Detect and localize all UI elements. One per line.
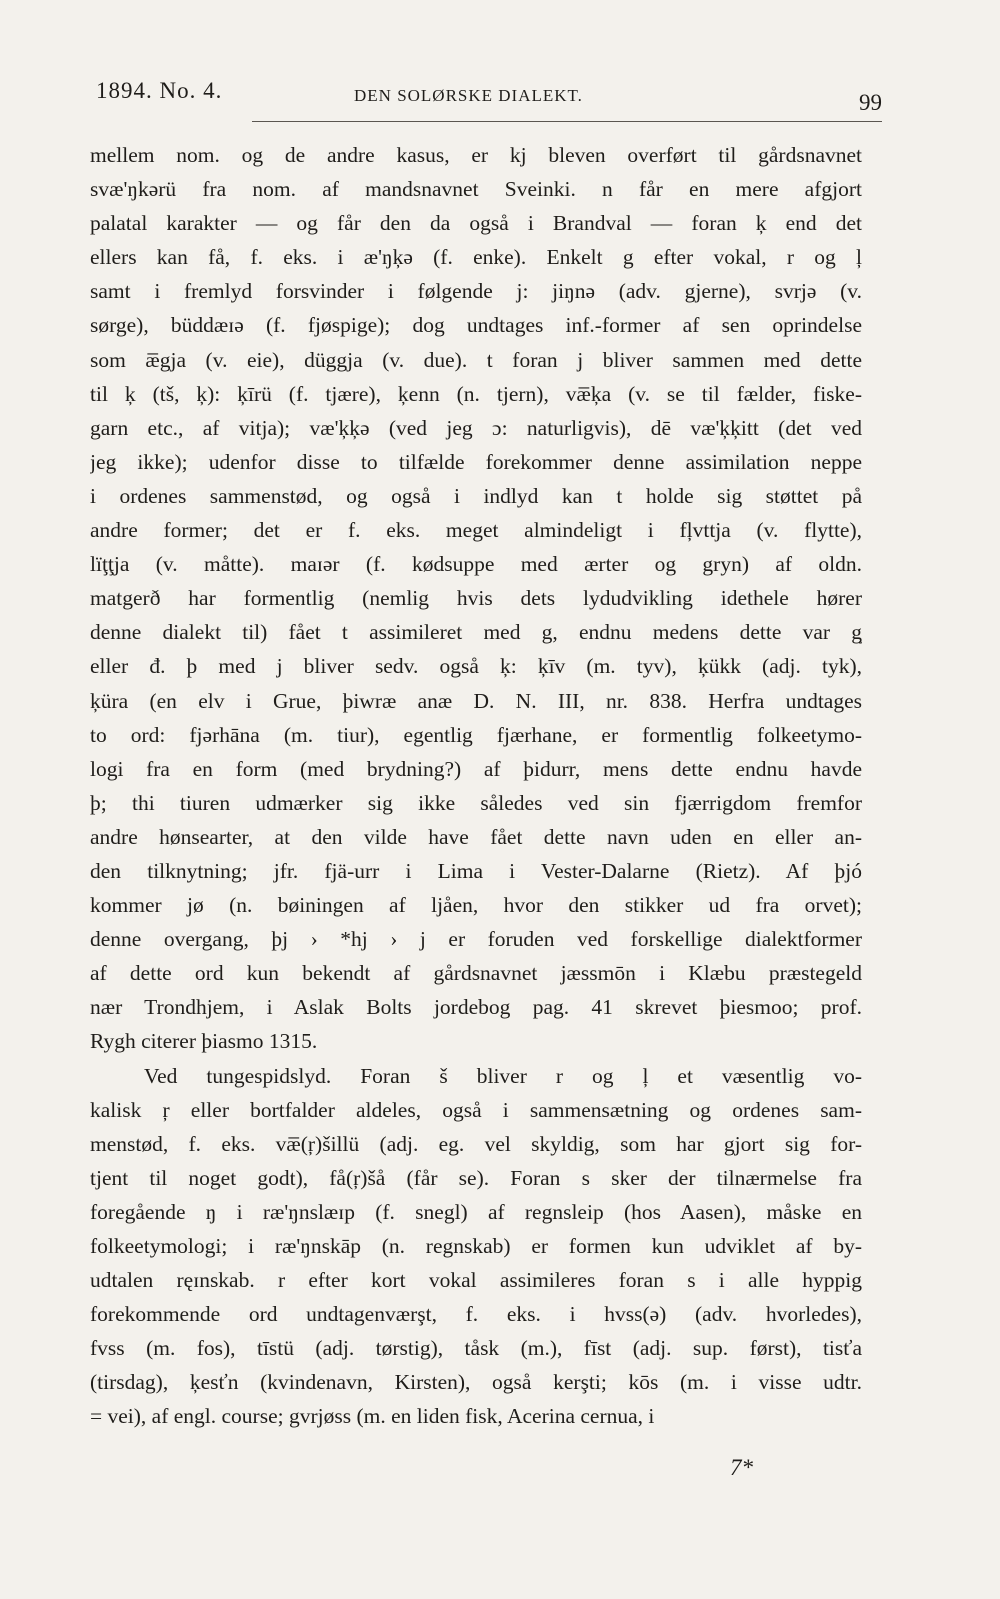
text-line: tjent til noget godt), få(ŗ)šå (får se). Foran s sker der tilnærmelse fra — [90, 1165, 862, 1190]
text-line: kommer jø (n. bøiningen af ljåen, hvor den stikker ud fra orvet); — [90, 893, 862, 918]
text-line: ellers kan få, f. eks. i æ'ŋķə (f. enke). Enkelt g efter vokal, r og ļ — [90, 245, 862, 270]
running-header — [96, 72, 882, 115]
text-line: denne overgang, þj › *hj › j er foruden ved forskellige dialektformer — [90, 927, 862, 952]
text-line: samt i fremlyd forsvinder i følgende j: jiŋnə (adv. gjerne), svrjə (v. — [90, 279, 862, 304]
text-line: udtalen ręɪnskab. r efter kort vokal assimileres foran s i alle hyppig — [90, 1268, 862, 1293]
text-line: denne dialekt til) fået t assimileret med g, endnu medens dette var g̡ — [90, 620, 862, 645]
text-line: kalisk ŗ eller bortfalder aldeles, også i sammensætning og ordenes sam- — [90, 1097, 862, 1122]
signature-mark: 7* — [730, 1455, 753, 1480]
text-line: andre former; det er f. eks. meget almindeligt i fļvttja (v. flytte), — [90, 518, 862, 543]
text-line: menstød, f. eks. væ̅(ŗ)šillü (adj. eg. vel skyldig, som har gjort sig for- — [90, 1131, 862, 1156]
text-line: folkeetymologi; i ræ'ŋnskāp (n. regnskab) er formen kun udviklet af by- — [90, 1234, 862, 1258]
header-rule — [252, 121, 882, 122]
page-number: 99 — [859, 90, 882, 115]
text-line: i ordenes sammenstød, og også i indlyd kan t holde sig støttet på — [90, 483, 862, 508]
text-line: palatal karakter — og får den da også i Brandval — foran ķ end det — [90, 211, 862, 236]
text-line: matgerð har formentlig (nemlig hvis dets lydudvikling idethele hører — [90, 586, 862, 611]
text-line: lïţţja (v. måtte). maɪər (f. kødsuppe med ærter og gryn) af oldn. — [90, 552, 862, 577]
text-line: fvss (m. fos), tīstü (adj. tørstig), tåsk (m.), fīst (adj. sup. først), tisťa — [90, 1336, 862, 1361]
text-line: forekommende ord undtagenværşt, f. eks. i hvss(ə) (adv. hvorledes), — [90, 1302, 862, 1327]
text-line: mellem nom. og de andre kasus, er kj bleven overført til gårdsnavnet — [90, 143, 862, 167]
text-line: Ved tungespidslyd. Foran š bliver r og ļ et væsentlig vo- — [144, 1063, 862, 1088]
text-line: garn etc., af vitja); væ'ķķə (ved jeg ɔ: naturligvis), dē væ'ķķitt (det ved — [90, 415, 862, 440]
text-line: ķüra (en elv i Grue, þiwræ anæ D. N. III, nr. 838. Herfra undtages — [90, 688, 862, 713]
text-line: eller đ. þ med j bliver sedv. også ķ: ķīv (m. tyv), ķükk (adj. tyk), — [90, 654, 862, 679]
text-line: (tirsdag), ķesťn (kvindenavn, Kirsten), også kerşti; kōs (m. i visse udtr. — [90, 1370, 862, 1395]
text-line: Rygh citerer þiasmo 1315. — [90, 1029, 318, 1054]
text-line: som æ̅gja (v. eie), düggja (v. due). t foran j bliver sammen med dette — [90, 347, 862, 372]
text-line: to ord: fjərhāna (m. tiur), egentlig fjærhane, er formentlig folkeetymo- — [90, 722, 862, 747]
text-line: den tilknytning; jfr. fjä-urr i Lima i Vester-Dalarne (Rietz). Af þjó — [90, 858, 862, 883]
text-line: = vei), af engl. course; gvrjøss (m. en liden fisk, Acerina cernua, i — [90, 1404, 655, 1429]
text-line: svæ'ŋkərü fra nom. af mandsnavnet Sveinki. n får en mere afgjort — [90, 177, 862, 202]
text-line: af dette ord kun bekendt af gårdsnavnet jæssmōn i Klæbu præstegeld — [90, 961, 862, 986]
text-line: foregående ŋ i ræ'ŋnslæɪp (f. snegl) af regnsleip (hos Aasen), måske en — [90, 1199, 862, 1224]
body-text — [90, 138, 862, 1434]
text-line: nær Trondhjem, i Aslak Bolts jordebog pag. 41 skrevet þiesmoo; prof. — [90, 995, 862, 1020]
text-line: sørge), büddæɪə (f. fjøspige); dog undtages inf.-former af sen oprindelse — [90, 313, 862, 338]
running-title: DEN SOLØRSKE DIALEKT. — [354, 86, 583, 105]
text-line: jeg ikke); udenfor disse to tilfælde forekommer denne assimilation neppe — [90, 449, 862, 474]
text-line: til ķ (tš, ķ): ķīrü (f. tjære), ķenn (n. tjern), væ̅ķa (v. se til fælder, fiske- — [90, 381, 862, 406]
text-line: þ; thi tiuren udmærker sig ikke således ved sin fjærrigdom fremfor — [90, 790, 862, 815]
issue-label: 1894. No. 4. — [96, 78, 223, 103]
text-line: andre hønsearter, at den vilde have fået dette navn uden en eller an- — [90, 824, 862, 849]
text-line: logi fra en form (med brydning?) af þidurr, mens dette endnu havde — [90, 756, 862, 781]
